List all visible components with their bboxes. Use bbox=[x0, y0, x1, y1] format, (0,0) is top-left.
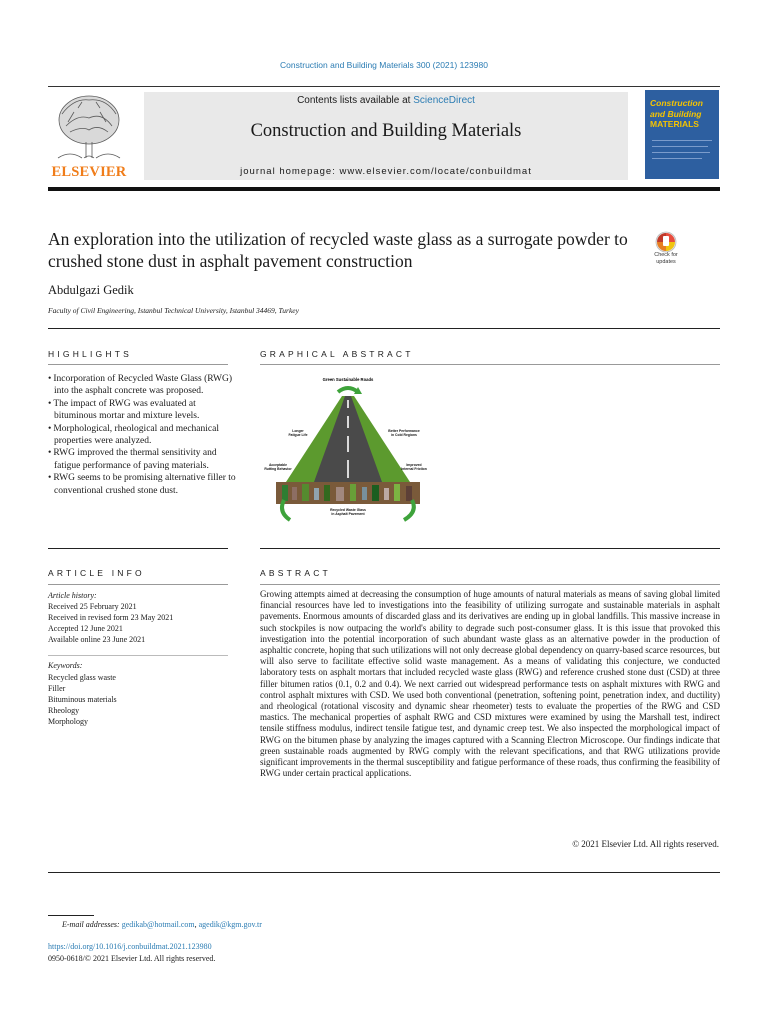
keyword-item: Morphology bbox=[48, 717, 88, 726]
graphical-abstract-heading: GRAPHICAL ABSTRACT bbox=[260, 349, 414, 359]
email-footnote bbox=[62, 920, 262, 929]
highlight-item: • Incorporation of Recycled Waste Glass (RWG) into the asphalt concrete was proposed. bbox=[48, 373, 238, 398]
graphical-abstract-figure[interactable] bbox=[258, 374, 434, 526]
highlights-list bbox=[48, 373, 238, 497]
ga-label-left-upper-2: Fatigue Life bbox=[288, 433, 308, 437]
journal-homepage-link[interactable]: journal homepage: www.elsevier.com/locate/conbuildmat bbox=[240, 166, 532, 177]
journal-citation-link[interactable]: Construction and Building Materials 300 (2021) 123980 bbox=[280, 60, 488, 70]
email-link-2[interactable]: agedik@kgm.gov.tr bbox=[198, 920, 262, 929]
author-affiliation: Faculty of Civil Engineering, Istanbul Technical University, Istanbul 34469, Turkey bbox=[48, 306, 299, 315]
history-online: Available online 23 June 2021 bbox=[48, 635, 146, 644]
highlight-item: • RWG improved the thermal sensitivity and fatigue performance of paving materials. bbox=[48, 447, 238, 472]
ga-label-right-lower-2: Internal Friction bbox=[401, 467, 427, 471]
abstract-body: Growing attempts aimed at decreasing the consumption of huge amounts of natural materials as means of saving global limited financial resources have led to investigations into the feasibility of utilizing surrogate and sustainable materials in asphalt pavements. Enormous amounts of discarded glass and its derivatives are ending up in global landfills. This massive increase in such stockpiles is now outpacing the world's ability to degrade such post-consumer glass. It is this issue that provoked this investigation into the potential incorporation of such abundant waste glass as an alternative powder in the production of asphaltic concrete, hoping that such utilizations will not only decrease global dependency on quarry-based scarce resources, but will also serve to facilitate effective solid waste management. As a means of validating this conjecture, we conducted laboratory tests on asphalt mortars that included recycled waste glass (RWG) and reference crushed stone dust (CSD) at three filler bitumen ratios (0.1, 0.2 and 0.4). We next carried out widespread performance tests on asphalt mixtures with RWG and control asphalt mixtures with CSD. We used both conventional (penetration, softening point, penetration index, and ductility) and rheological (rotational viscosity and dynamic shear rheometer) tests to evaluate the properties of the RWG and CSD mastics. The mechanical properties of asphalt RWG and CSD mixtures were examined by using the Marshall test, indirect tensile stiffness modulus, indirect tensile fatigue test, and dynamic creep test. We also inspected the morphological impact of RWG on the bitumen phase by analyzing the images captured with a Scanning Electron Microscope. Our findings indicate that green sustainable roads augmented by RWG comply with the relevant specifications, and that RWG utilizations provide significant improvements in the thermal susceptibility and fatigue performance of these roads, thus confirming the feasibility of RWG under certain practical applications. bbox=[260, 589, 720, 779]
keyword-item: Filler bbox=[48, 684, 66, 693]
history-revised: Received in revised form 23 May 2021 bbox=[48, 613, 174, 622]
article-info-divider bbox=[48, 655, 228, 656]
article-info-heading: ARTICLE INFO bbox=[48, 568, 145, 578]
header-bottom-rule bbox=[48, 187, 720, 191]
header-top-rule bbox=[48, 86, 720, 87]
ga-label-top: Green Sustainable Roads bbox=[322, 377, 374, 382]
ga-label-left-upper-1: Longer bbox=[292, 429, 304, 433]
doi-link[interactable]: https://doi.org/10.1016/j.conbuildmat.2021.123980 bbox=[48, 942, 212, 951]
graphical-abstract-bottom-rule bbox=[260, 548, 720, 549]
contents-prefix: Contents lists available at bbox=[297, 95, 414, 106]
author-name[interactable]: Abdulgazi Gedik bbox=[48, 283, 134, 297]
highlight-item: • The impact of RWG was evaluated at bituminous mortar and mixture levels. bbox=[48, 398, 238, 423]
highlight-item: • Morphological, rheological and mechanical properties were analyzed. bbox=[48, 423, 238, 448]
history-received: Received 25 February 2021 bbox=[48, 602, 137, 611]
keyword-item: Bituminous materials bbox=[48, 695, 117, 704]
cover-decor-line bbox=[652, 146, 708, 147]
email-separator: , bbox=[194, 920, 199, 929]
abstract-rule bbox=[260, 584, 720, 585]
highlights-rule bbox=[48, 364, 228, 365]
ga-label-right-upper-1: Better Performance bbox=[388, 429, 420, 433]
journal-name: Construction and Building Materials bbox=[250, 121, 522, 141]
history-accepted: Accepted 12 June 2021 bbox=[48, 624, 123, 633]
email-link-1[interactable]: gedikab@hotmail.com bbox=[121, 920, 195, 929]
ga-label-left-lower-1: Acceptable bbox=[268, 463, 288, 467]
cover-decor-line bbox=[652, 152, 710, 153]
check-label-line-2: updates bbox=[656, 258, 676, 265]
cover-decor-line bbox=[652, 158, 702, 159]
sciencedirect-link[interactable]: ScienceDirect bbox=[413, 95, 475, 106]
keywords-title: Keywords: bbox=[48, 661, 83, 670]
footnote-rule bbox=[48, 915, 94, 916]
cover-decor-line bbox=[652, 140, 712, 141]
cover-title-line-2: and Building bbox=[650, 108, 702, 119]
check-for-updates-label[interactable] bbox=[640, 252, 692, 265]
abstract-heading: ABSTRACT bbox=[260, 568, 331, 578]
highlights-heading: HIGHLIGHTS bbox=[48, 349, 132, 359]
keyword-item: Recycled glass waste bbox=[48, 673, 116, 682]
cover-title-line-3: MATERIALS bbox=[650, 119, 699, 129]
article-info-rule bbox=[48, 584, 228, 585]
keyword-item: Rheology bbox=[48, 706, 80, 715]
elsevier-wordmark: ELSEVIER bbox=[51, 164, 127, 180]
highlight-item: • RWG seems to be promising alternative filler to conventional crushed stone dust. bbox=[48, 472, 238, 497]
email-label: E-mail addresses: bbox=[62, 920, 120, 929]
highlights-bottom-rule bbox=[48, 548, 228, 549]
ga-label-right-upper-2: in Cold Regions bbox=[391, 433, 417, 437]
abstract-copyright: © 2021 Elsevier Ltd. All rights reserved. bbox=[572, 839, 719, 849]
graphical-abstract-rule bbox=[260, 364, 720, 365]
section-divider bbox=[48, 328, 720, 329]
ga-label-bottom-2: in Asphalt Pavement bbox=[331, 512, 365, 516]
cover-title-line-1: Construction bbox=[650, 98, 703, 108]
ga-label-right-lower-1: Improved bbox=[406, 463, 422, 467]
recycle-arrow-icon bbox=[338, 388, 358, 392]
article-title: An exploration into the utilization of recycled waste glass as a surrogate powder to crushed stone dust in asphalt pavement construction bbox=[48, 229, 628, 271]
ga-label-left-lower-2: Rutting Behavior bbox=[264, 467, 292, 471]
article-history-title: Article history: bbox=[48, 591, 97, 600]
ga-label-bottom-1: Recycled Waste Glass bbox=[330, 508, 366, 512]
abstract-bottom-rule bbox=[48, 872, 720, 873]
issn-copyright: 0950-0618/© 2021 Elsevier Ltd. All rights reserved. bbox=[48, 954, 216, 963]
contents-available-line bbox=[144, 95, 628, 106]
check-label-line-1: Check for bbox=[654, 252, 678, 258]
cover-title bbox=[650, 98, 716, 130]
